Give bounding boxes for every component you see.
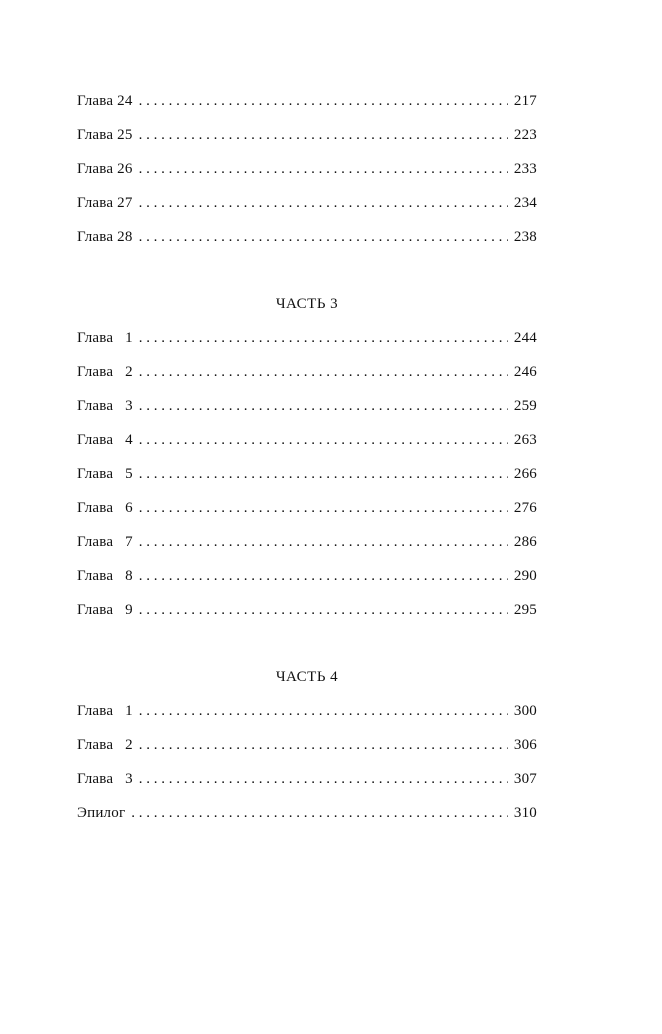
dot-leader: [139, 530, 508, 554]
page-number: 286: [513, 534, 537, 550]
toc-entry: [77, 699, 537, 733]
dot-leader: [139, 699, 508, 723]
chapter-label: Глава 27: [77, 195, 133, 211]
page-number: 246: [513, 364, 537, 380]
chapter-label: Глава 3: [77, 398, 133, 414]
page-number: 263: [513, 432, 537, 448]
toc-entry: [77, 801, 537, 835]
toc-entry: [77, 733, 537, 767]
page-number: 300: [513, 703, 537, 719]
dot-leader: [139, 89, 508, 113]
chapter-label: Глава 1: [77, 330, 133, 346]
dot-leader: [131, 801, 508, 825]
toc-entry: [77, 496, 537, 530]
section-spacer: [77, 259, 537, 292]
dot-leader: [139, 496, 508, 520]
chapter-label: Глава 4: [77, 432, 133, 448]
toc-entry: [77, 767, 537, 801]
dot-leader: [139, 733, 508, 757]
toc-entry: [77, 360, 537, 394]
toc-entry: [77, 191, 537, 225]
chapter-label: Глава 9: [77, 602, 133, 618]
page-number: 238: [513, 229, 537, 245]
chapter-label: Глава 6: [77, 500, 133, 516]
page-number: 307: [513, 771, 537, 787]
toc-entry: [77, 326, 537, 360]
part-heading: ЧАСТЬ 3: [275, 296, 339, 312]
chapter-label: Глава 28: [77, 229, 133, 245]
toc-entry: [77, 157, 537, 191]
dot-leader: [139, 157, 508, 181]
chapter-label: Глава 25: [77, 127, 133, 143]
dot-leader: [139, 326, 508, 350]
page-number: 306: [513, 737, 537, 753]
chapter-label: Глава 7: [77, 534, 133, 550]
chapter-label: Глава 2: [77, 737, 133, 753]
dot-leader: [139, 191, 508, 215]
page-number: 217: [513, 93, 537, 109]
dot-leader: [139, 225, 508, 249]
chapter-label: Глава 3: [77, 771, 133, 787]
toc-entry: [77, 598, 537, 632]
page-number: 266: [513, 466, 537, 482]
chapter-label: Глава 5: [77, 466, 133, 482]
page-number: 234: [513, 195, 537, 211]
dot-leader: [139, 767, 508, 791]
toc-entry: [77, 394, 537, 428]
toc-section-part4: [77, 665, 537, 835]
toc-entry: [77, 428, 537, 462]
section-spacer: [77, 632, 537, 665]
part-heading: ЧАСТЬ 4: [275, 669, 339, 685]
epilogue-label: Эпилог: [77, 805, 126, 821]
page-number: 295: [513, 602, 537, 618]
page-number: 276: [513, 500, 537, 516]
chapter-label: Глава 1: [77, 703, 133, 719]
dot-leader: [139, 394, 508, 418]
page-number: 290: [513, 568, 537, 584]
page-number: 223: [513, 127, 537, 143]
chapter-label: Глава 24: [77, 93, 133, 109]
toc-entry: [77, 530, 537, 564]
dot-leader: [139, 598, 508, 622]
toc-section-part3: [77, 292, 537, 632]
page-number: 233: [513, 161, 537, 177]
toc-section-part2: [77, 89, 537, 259]
dot-leader: [139, 123, 508, 147]
toc-entry: [77, 89, 537, 123]
page-number: 259: [513, 398, 537, 414]
dot-leader: [139, 360, 508, 384]
toc-entry: [77, 123, 537, 157]
page-number: 310: [513, 805, 537, 821]
page-number: 244: [513, 330, 537, 346]
dot-leader: [139, 462, 508, 486]
dot-leader: [139, 564, 508, 588]
chapter-label: Глава 2: [77, 364, 133, 380]
table-of-contents: [77, 89, 537, 835]
toc-entry: [77, 462, 537, 496]
chapter-label: Глава 8: [77, 568, 133, 584]
chapter-label: Глава 26: [77, 161, 133, 177]
dot-leader: [139, 428, 508, 452]
toc-entry: [77, 564, 537, 598]
toc-entry: [77, 225, 537, 259]
